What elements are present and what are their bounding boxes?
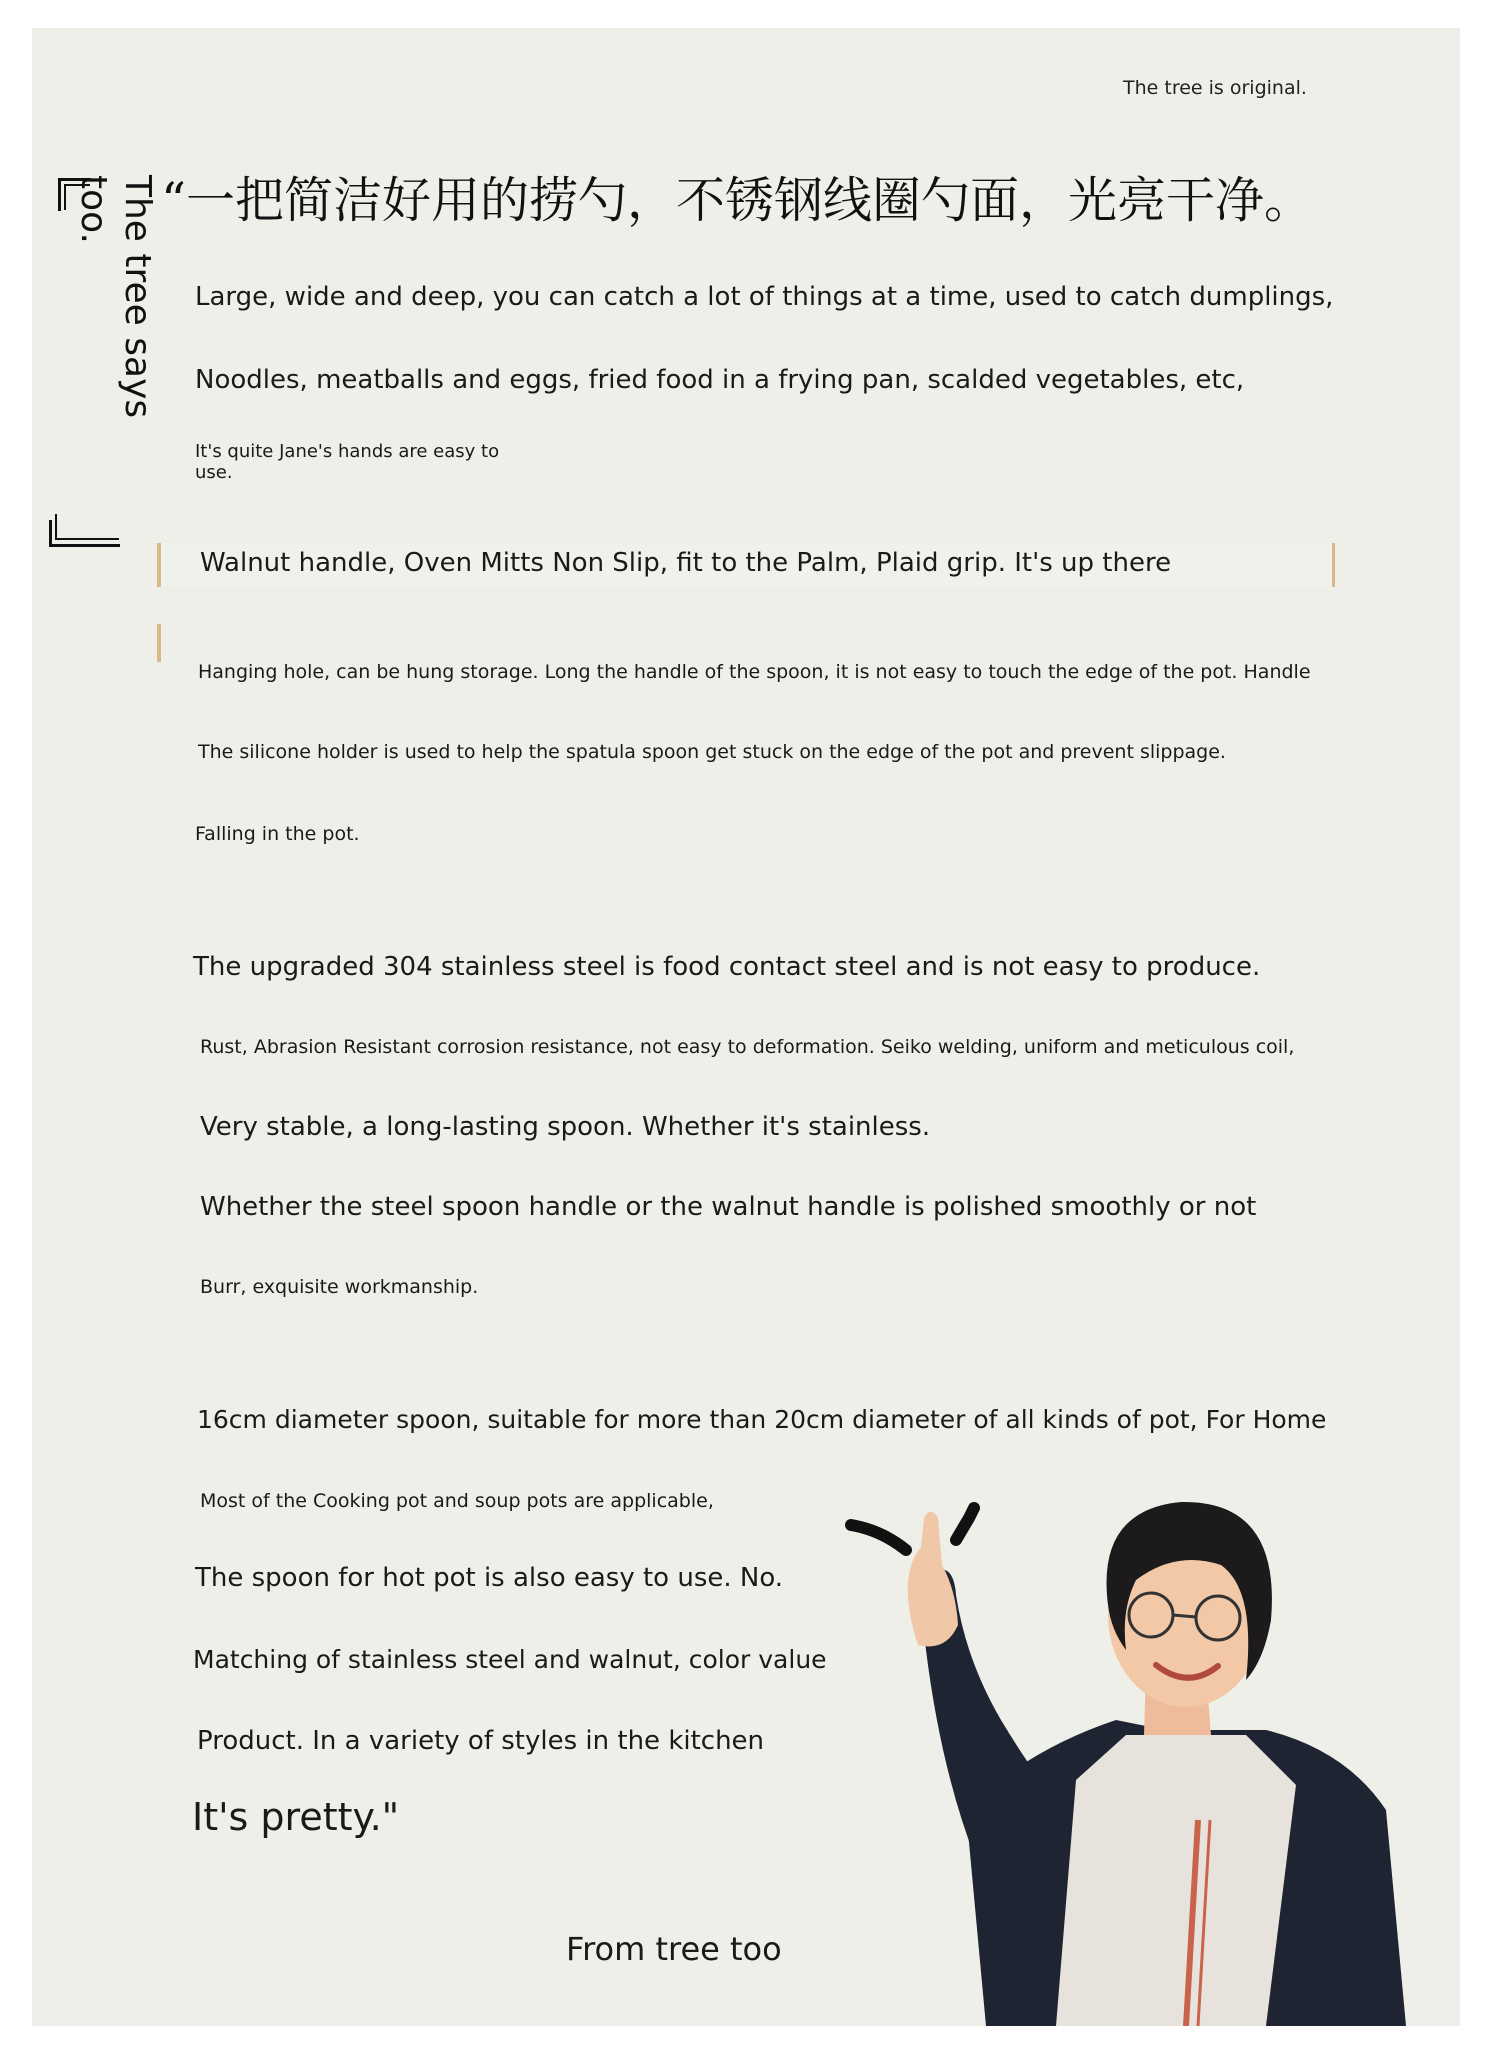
size-line-1: 16cm diameter spoon, suitable for more than 20cm diameter of all kinds of pot, For Home	[197, 1405, 1327, 1434]
steel-line-5: Burr, exquisite workmanship.	[200, 1276, 479, 1298]
handle-line-2: Hanging hole, can be hung storage. Long the handle of the spoon, it is not easy to touch the edge of the pot. Handle	[198, 661, 1311, 683]
person-photo	[826, 1390, 1426, 2026]
intro-line-2: Noodles, meatballs and eggs, fried food in a frying pan, scalded vegetables, etc,	[195, 365, 1245, 395]
highlight-bar	[157, 624, 161, 662]
intro-line-3: It's quite Jane's hands are easy to use.	[195, 441, 500, 483]
size-line-6: It's pretty."	[192, 1795, 400, 1839]
handle-line-3: The silicone holder is used to help the spatula spoon get stuck on the edge of the pot and prevent slippage.	[198, 741, 1226, 763]
intro-line-1: Large, wide and deep, you can catch a lot of things at a time, used to catch dumplings,	[195, 282, 1334, 312]
side-title-line1: The tree says	[117, 175, 158, 419]
size-line-4: Matching of stainless steel and walnut, color value	[193, 1645, 827, 1674]
side-title	[45, 175, 158, 555]
size-line-5: Product. In a variety of styles in the kitchen	[197, 1726, 765, 1756]
signature: From tree too	[566, 1930, 782, 1968]
accent-stroke-left	[851, 1525, 906, 1550]
steel-line-2: Rust, Abrasion Resistant corrosion resistance, not easy to deformation. Seiko welding, uniform and meticulous coil,	[200, 1036, 1295, 1058]
handle-line-4: Falling in the pot.	[195, 823, 360, 845]
steel-line-4: Whether the steel spoon handle or the walnut handle is polished smoothly or not	[200, 1192, 1257, 1222]
glasses-bridge	[1173, 1615, 1196, 1617]
handle-line-1: Walnut handle, Oven Mitts Non Slip, fit to the Palm, Plaid grip. It's up there	[200, 548, 1172, 578]
highlight-steel	[157, 905, 1277, 949]
original-note: The tree is original.	[1123, 77, 1307, 99]
steel-line-3: Very stable, a long-lasting spoon. Whether it's stainless.	[200, 1112, 931, 1142]
steel-line-1: The upgraded 304 stainless steel is food contact steel and is not easy to produce.	[193, 952, 1261, 982]
apron	[1056, 1735, 1296, 2026]
side-title-line2: too.	[73, 175, 114, 244]
headline: “一把简洁好用的捞勺，不锈钢线圈勺面，光亮干净。	[161, 172, 1314, 229]
size-line-3: The spoon for hot pot is also easy to use. No.	[195, 1563, 784, 1593]
bracket-close-inner	[55, 514, 119, 540]
accent-stroke-right	[956, 1508, 974, 1540]
size-line-2: Most of the Cooking pot and soup pots are applicable,	[200, 1490, 714, 1512]
